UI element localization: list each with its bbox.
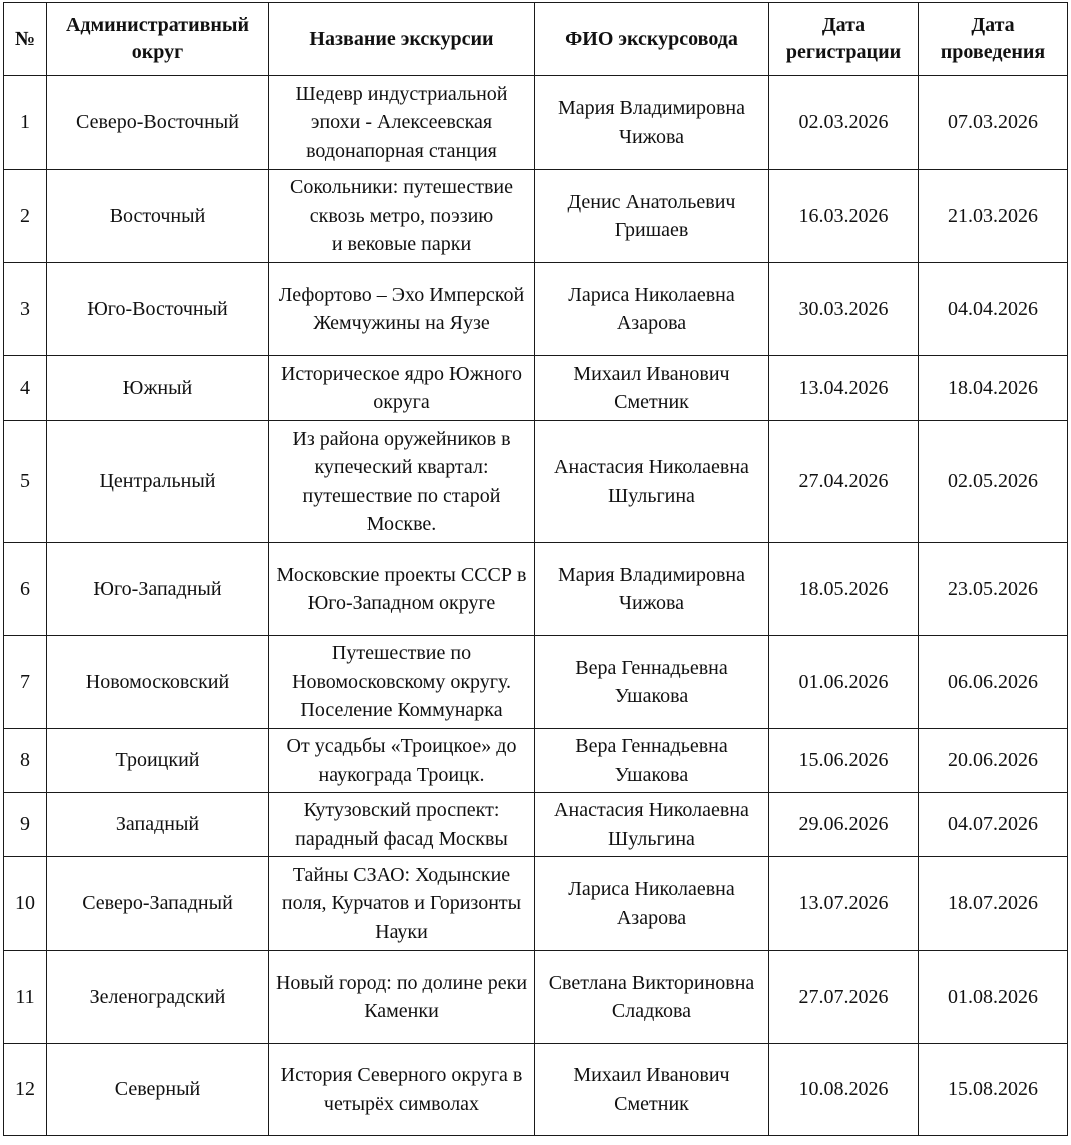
row-number: 3 xyxy=(4,263,47,356)
table-row xyxy=(4,421,1068,543)
row-number: 5 xyxy=(4,421,47,543)
district-cell: Западный xyxy=(47,793,269,857)
excursions-table xyxy=(3,2,1068,1136)
district-cell: Юго-Западный xyxy=(47,543,269,636)
table-header-row xyxy=(4,3,1068,76)
excursion-cell: Путешествие по Новомосковскому округу. Поселение Коммунарка xyxy=(269,636,535,729)
event-date-cell: 07.03.2026 xyxy=(919,76,1068,170)
guide-cell: Михаил Иванович Сметник xyxy=(535,1044,769,1136)
table-row xyxy=(4,356,1068,421)
excursion-cell: Тайны СЗАО: Ходынские поля, Курчатов и Горизонты Науки xyxy=(269,857,535,951)
guide-cell: Лариса Николаевна Азарова xyxy=(535,263,769,356)
row-number: 7 xyxy=(4,636,47,729)
event-date-cell: 23.05.2026 xyxy=(919,543,1068,636)
registration-date-cell: 16.03.2026 xyxy=(769,170,919,263)
registration-date-cell: 13.07.2026 xyxy=(769,857,919,951)
registration-date-cell: 30.03.2026 xyxy=(769,263,919,356)
table-row xyxy=(4,263,1068,356)
event-date-cell: 21.03.2026 xyxy=(919,170,1068,263)
table-row xyxy=(4,76,1068,170)
registration-date-cell: 15.06.2026 xyxy=(769,729,919,793)
guide-cell: Мария Владимировна Чижова xyxy=(535,543,769,636)
event-date-cell: 01.08.2026 xyxy=(919,951,1068,1044)
guide-cell: Михаил Иванович Сметник xyxy=(535,356,769,421)
registration-date-cell: 13.04.2026 xyxy=(769,356,919,421)
table-row xyxy=(4,1044,1068,1136)
registration-date-cell: 01.06.2026 xyxy=(769,636,919,729)
district-cell: Троицкий xyxy=(47,729,269,793)
registration-date-cell: 29.06.2026 xyxy=(769,793,919,857)
header-number: № xyxy=(4,3,47,76)
table-row xyxy=(4,543,1068,636)
registration-date-cell: 10.08.2026 xyxy=(769,1044,919,1136)
registration-date-cell: 02.03.2026 xyxy=(769,76,919,170)
event-date-cell: 20.06.2026 xyxy=(919,729,1068,793)
row-number: 11 xyxy=(4,951,47,1044)
row-number: 2 xyxy=(4,170,47,263)
row-number: 1 xyxy=(4,76,47,170)
excursion-cell: Лефортово – Эхо Имперской Жемчужины на Яузе xyxy=(269,263,535,356)
header-guide: ФИО экскурсовода xyxy=(535,3,769,76)
table-row xyxy=(4,793,1068,857)
row-number: 8 xyxy=(4,729,47,793)
event-date-cell: 15.08.2026 xyxy=(919,1044,1068,1136)
district-cell: Северный xyxy=(47,1044,269,1136)
event-date-cell: 02.05.2026 xyxy=(919,421,1068,543)
table-row xyxy=(4,729,1068,793)
guide-cell: Вера Геннадьевна Ушакова xyxy=(535,729,769,793)
district-cell: Юго-Восточный xyxy=(47,263,269,356)
guide-cell: Лариса Николаевна Азарова xyxy=(535,857,769,951)
excursion-cell: Сокольники: путешествие сквозь метро, поэзию и вековые парки xyxy=(269,170,535,263)
excursion-cell: Из района оружейников в купеческий квартал: путешествие по старой Москве. xyxy=(269,421,535,543)
table-row xyxy=(4,636,1068,729)
district-cell: Северо-Восточный xyxy=(47,76,269,170)
header-district: Административный округ xyxy=(47,3,269,76)
excursion-cell: От усадьбы «Троицкое» до наукограда Троицк. xyxy=(269,729,535,793)
guide-cell: Анастасия Николаевна Шульгина xyxy=(535,793,769,857)
header-registration-date: Дата регистрации xyxy=(769,3,919,76)
row-number: 12 xyxy=(4,1044,47,1136)
row-number: 9 xyxy=(4,793,47,857)
table-row xyxy=(4,951,1068,1044)
registration-date-cell: 18.05.2026 xyxy=(769,543,919,636)
table-row xyxy=(4,857,1068,951)
excursion-cell: Московские проекты СССР в Юго-Западном округе xyxy=(269,543,535,636)
district-cell: Зеленоградский xyxy=(47,951,269,1044)
event-date-cell: 18.04.2026 xyxy=(919,356,1068,421)
excursion-cell: Шедевр индустриальной эпохи - Алексеевская водонапорная станция xyxy=(269,76,535,170)
registration-date-cell: 27.04.2026 xyxy=(769,421,919,543)
registration-date-cell: 27.07.2026 xyxy=(769,951,919,1044)
district-cell: Южный xyxy=(47,356,269,421)
header-excursion: Название экскурсии xyxy=(269,3,535,76)
header-event-date: Дата проведения xyxy=(919,3,1068,76)
guide-cell: Денис Анатольевич Гришаев xyxy=(535,170,769,263)
district-cell: Новомосковский xyxy=(47,636,269,729)
row-number: 6 xyxy=(4,543,47,636)
event-date-cell: 04.07.2026 xyxy=(919,793,1068,857)
district-cell: Центральный xyxy=(47,421,269,543)
guide-cell: Мария Владимировна Чижова xyxy=(535,76,769,170)
district-cell: Северо-Западный xyxy=(47,857,269,951)
event-date-cell: 18.07.2026 xyxy=(919,857,1068,951)
row-number: 4 xyxy=(4,356,47,421)
district-cell: Восточный xyxy=(47,170,269,263)
excursion-cell: Историческое ядро Южного округа xyxy=(269,356,535,421)
guide-cell: Вера Геннадьевна Ушакова xyxy=(535,636,769,729)
guide-cell: Светлана Викториновна Сладкова xyxy=(535,951,769,1044)
excursion-cell: Кутузовский проспект: парадный фасад Москвы xyxy=(269,793,535,857)
excursion-cell: Новый город: по долине реки Каменки xyxy=(269,951,535,1044)
table-row xyxy=(4,170,1068,263)
event-date-cell: 04.04.2026 xyxy=(919,263,1068,356)
excursion-cell: История Северного округа в четырёх символах xyxy=(269,1044,535,1136)
row-number: 10 xyxy=(4,857,47,951)
guide-cell: Анастасия Николаевна Шульгина xyxy=(535,421,769,543)
event-date-cell: 06.06.2026 xyxy=(919,636,1068,729)
